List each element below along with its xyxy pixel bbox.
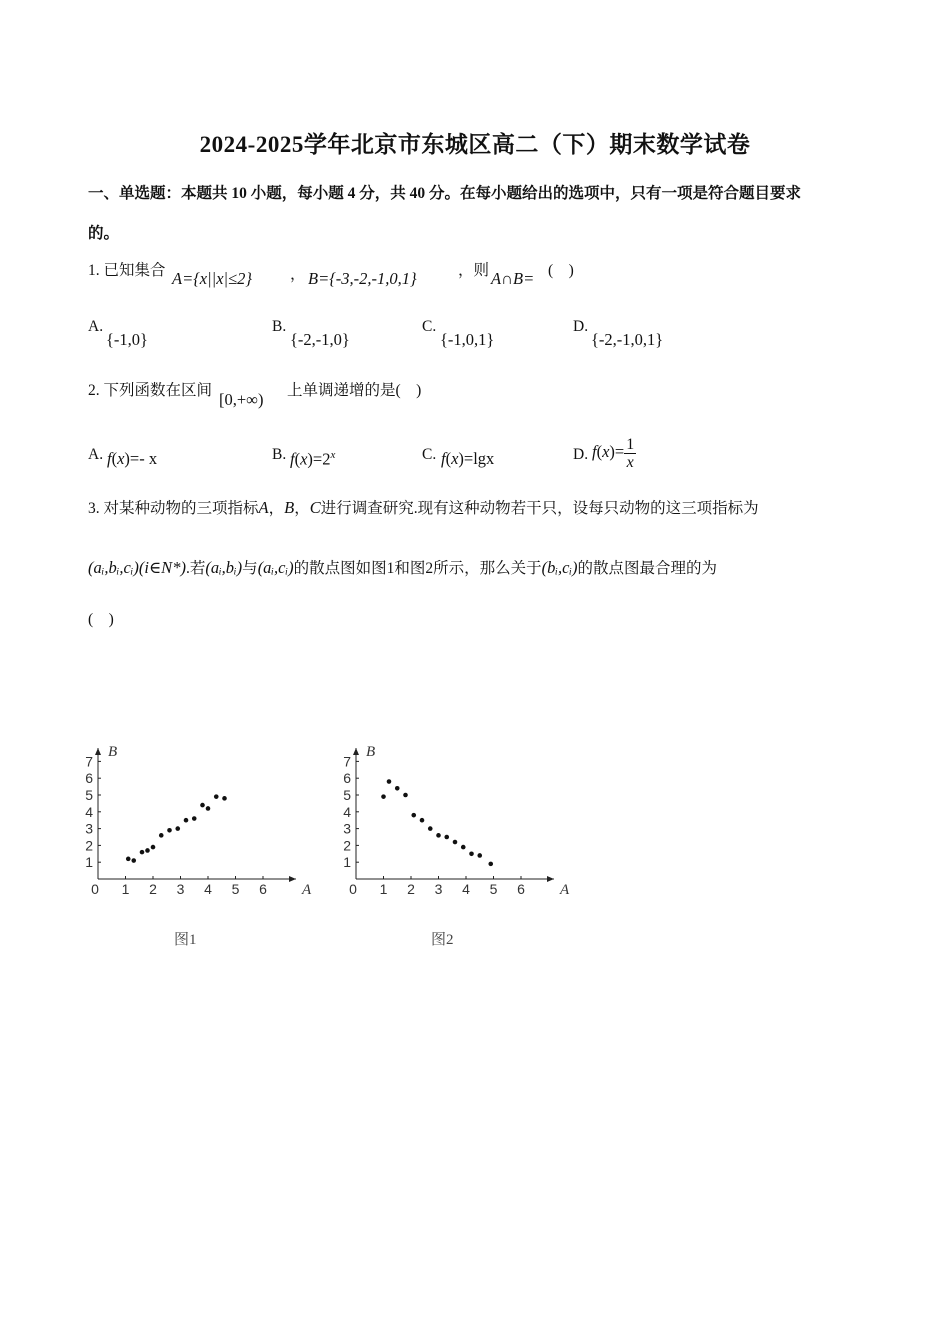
q3-sep1: ， <box>268 500 285 517</box>
q2-a-f: f <box>107 449 112 468</box>
x-axis-arrow <box>289 876 296 882</box>
q3-sep2: ， <box>294 500 310 517</box>
q3-mid: 的散点图如图1和图2所示，那么关于 <box>293 560 542 577</box>
x-tick-label: 4 <box>462 881 470 897</box>
y-tick-label: 4 <box>85 803 93 820</box>
data-point <box>131 858 136 863</box>
q3-var-a: A <box>258 498 269 517</box>
q2-option-a-expr: f(x)=- x <box>107 449 158 468</box>
q1-option-a-label[interactable]: A. <box>88 318 104 335</box>
section-instructions: 一、单选题：本题共 10 小题，每小题 4 分，共 40 分。在每小题给出的选项中，只有一项是符合题目要求 <box>88 185 802 202</box>
data-point <box>159 833 164 838</box>
q3-end: 的散点图最合理的为 <box>577 560 718 577</box>
q2-option-b-label[interactable]: B. <box>272 446 287 463</box>
q2-d-num: 1 <box>626 436 635 453</box>
x-tick-label: 0 <box>349 881 357 897</box>
data-point <box>192 816 197 821</box>
x-tick-label: 5 <box>231 881 240 897</box>
q3-intro-b: 进行调查研究.现有这种动物若干只，设每只动物的这三项指标为 <box>320 500 759 517</box>
q3-line1 <box>88 496 759 518</box>
figure-2-caption: 图2 <box>431 932 454 948</box>
q2-c-rhs: =lgx <box>463 449 495 468</box>
scatter-figure-2 <box>340 736 570 906</box>
data-point <box>395 786 400 791</box>
q3-var-c: C <box>309 498 321 517</box>
q2-suffix: 上单调递增的是( ) <box>287 382 422 399</box>
x-tick-label: 2 <box>407 881 415 897</box>
x-tick-label: 2 <box>149 881 157 897</box>
x-tick-label: 3 <box>176 881 185 897</box>
x-axis-label: A <box>302 882 312 898</box>
y-axis-arrow <box>95 748 101 755</box>
q1-option-b-label[interactable]: B. <box>272 318 287 335</box>
q3-blank: ( ) <box>88 611 114 628</box>
q2-prefix: 2. 下列函数在区间 <box>88 382 213 399</box>
y-tick-label: 1 <box>85 854 93 871</box>
y-axis-label: B <box>108 743 118 760</box>
q1-option-c-value: {-1,0,1} <box>440 330 495 349</box>
data-point <box>200 803 205 808</box>
section-instructions-cont: 的。 <box>88 225 120 242</box>
q2-d-fraction <box>624 436 636 471</box>
q1-option-b-value: {-2,-1,0} <box>290 330 350 349</box>
y-tick-label: 2 <box>85 837 93 854</box>
data-point <box>461 845 466 850</box>
x-tick-label: 6 <box>517 881 525 897</box>
figure-1-caption: 图1 <box>174 932 197 948</box>
data-point <box>403 793 408 798</box>
q2-a-rhs: =- x <box>129 449 158 468</box>
q2-d-arg: x <box>602 442 610 462</box>
q2-option-b-expr: $f(x)=2^x$ <box>290 449 336 469</box>
x-tick-label: 4 <box>204 881 212 897</box>
q2-d-f: f <box>592 442 597 462</box>
q2-d-rhs: = <box>614 442 625 462</box>
data-point <box>381 794 386 799</box>
data-point <box>214 794 219 799</box>
data-point <box>488 862 493 867</box>
q1-blank: ( ) <box>548 262 574 279</box>
scatter-figure-1 <box>82 736 312 906</box>
q3-line2 <box>88 556 717 578</box>
q2-b-sup: x <box>330 449 336 461</box>
y-tick-label: 4 <box>343 803 351 820</box>
y-tick-label: 3 <box>343 820 351 837</box>
data-point <box>222 796 227 801</box>
q3-pair3: (bᵢ,cᵢ) <box>541 558 578 577</box>
q2-d-den: x <box>626 454 634 471</box>
q2-option-c-expr: f(x)=lgx <box>441 449 495 468</box>
y-tick-label: 6 <box>85 770 93 787</box>
q2-b-f: f <box>290 449 295 469</box>
data-point <box>436 833 441 838</box>
y-axis-label: B <box>366 743 376 760</box>
data-point <box>167 828 172 833</box>
data-point <box>175 826 180 831</box>
data-point <box>411 813 416 818</box>
q3-tuple: (aᵢ,bᵢ,cᵢ)(i∈N*) <box>88 558 186 577</box>
page-title: 2024-2025学年北京市东城区高二（下）期末数学试卷 <box>199 132 751 157</box>
data-point <box>387 779 392 784</box>
q2-option-d-expr: f(x)= $\frac{1}{x}$ <box>592 436 635 471</box>
data-point <box>206 806 211 811</box>
data-point <box>151 845 156 850</box>
y-tick-label: 3 <box>85 820 93 837</box>
data-point <box>140 850 145 855</box>
data-point <box>428 826 433 831</box>
q1-option-d-value: {-2,-1,0,1} <box>591 330 664 349</box>
q2-option-c-label[interactable]: C. <box>422 446 437 463</box>
q2-option-a-label[interactable]: A. <box>88 446 104 463</box>
data-point <box>420 818 425 823</box>
q1-set-b: B={-3,-2,-1,0,1} <box>308 269 417 288</box>
q2-b-arg: x <box>300 449 308 469</box>
q3-intro: 3. 对某种动物的三项指标 <box>88 500 259 517</box>
q3-var-b: B <box>284 498 295 517</box>
x-tick-label: 1 <box>379 881 388 897</box>
y-tick-label: 6 <box>343 770 351 787</box>
q3-yu: 与 <box>242 560 258 577</box>
data-point <box>469 852 474 857</box>
q1-option-c-label[interactable]: C. <box>422 318 437 335</box>
x-tick-label: 5 <box>489 881 498 897</box>
q3-pair1: (aᵢ,bᵢ) <box>205 558 243 577</box>
q1-option-d-label[interactable]: D. <box>573 318 589 335</box>
q1-then: ，则 <box>458 262 490 279</box>
x-tick-label: 1 <box>121 881 130 897</box>
y-tick-label: 7 <box>85 753 93 770</box>
q1-intersection: A∩B= <box>491 269 535 288</box>
q3-pair2: (aᵢ,cᵢ) <box>257 558 294 577</box>
data-point <box>126 857 131 862</box>
y-tick-label: 5 <box>85 787 93 803</box>
q2-a-arg: x <box>117 449 125 468</box>
data-point <box>444 835 449 840</box>
x-tick-label: 3 <box>434 881 443 897</box>
q3-ruo: .若 <box>185 560 206 577</box>
x-axis-arrow <box>547 876 554 882</box>
x-tick-label: 0 <box>91 881 99 897</box>
q1-set-a: A={x||x|≤2} <box>172 269 252 288</box>
y-tick-label: 5 <box>343 787 351 803</box>
x-tick-label: 6 <box>259 881 267 897</box>
q2-b-rhs: =2 <box>312 449 331 469</box>
y-axis-arrow <box>353 748 359 755</box>
q1-comma: ， <box>290 266 306 283</box>
data-point <box>477 853 482 858</box>
data-point <box>184 818 189 823</box>
data-point <box>145 848 150 853</box>
y-tick-label: 7 <box>343 753 351 770</box>
q1-option-a-value: {-1,0} <box>106 330 148 349</box>
data-point <box>453 840 458 845</box>
q2-c-arg: x <box>451 449 459 468</box>
q2-option-d-label[interactable]: D. <box>573 446 589 463</box>
q2-c-f: f <box>441 449 446 468</box>
x-axis-label: A <box>560 882 570 898</box>
q1-prefix: 1. 已知集合 <box>88 262 166 279</box>
y-tick-label: 2 <box>343 837 351 854</box>
q2-interval: [0,+∞) <box>219 390 264 409</box>
y-tick-label: 1 <box>343 854 351 871</box>
